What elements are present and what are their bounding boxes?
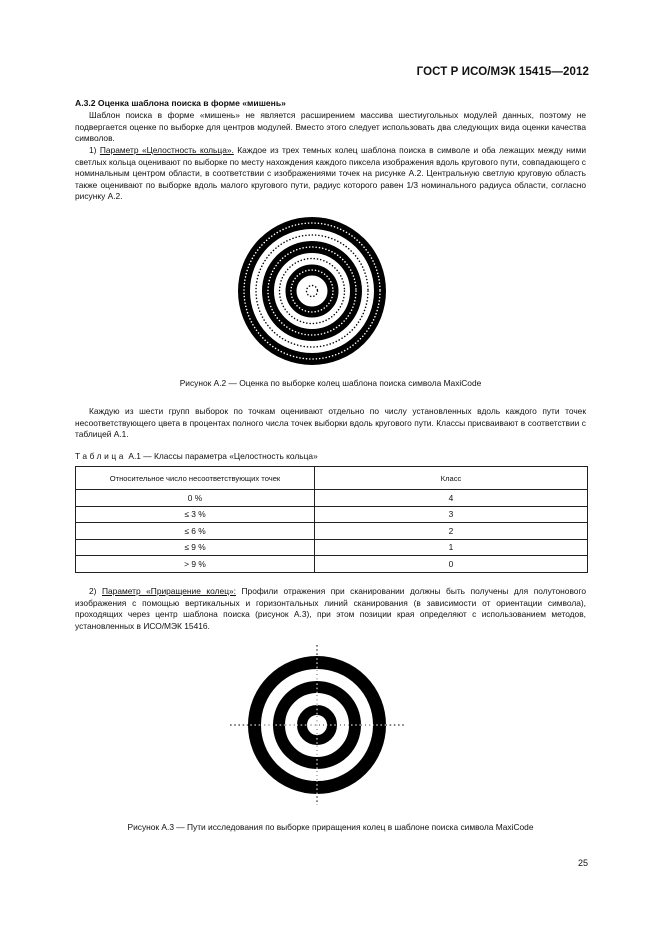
dark-ring-middle xyxy=(279,687,355,763)
sample-path-dark-middle xyxy=(268,247,356,335)
table-header-row xyxy=(76,467,588,490)
table-caption xyxy=(75,451,318,461)
table-cell: ≤ 6 % xyxy=(76,523,315,540)
page-number: 25 xyxy=(577,858,588,868)
ring-integrity-table xyxy=(75,466,588,573)
section-title: А.3.2 Оценка шаблона поиска в форме «мишень» xyxy=(75,98,286,108)
figure-a3-rings xyxy=(255,663,380,788)
table-cell: 0 % xyxy=(76,490,315,507)
document-header: ГОСТ Р ИСО/МЭК 15415—2012 xyxy=(416,66,589,78)
paragraph-ring-integrity xyxy=(75,145,586,203)
table-header-cell: Класс xyxy=(315,467,588,490)
sample-path-dark-outer xyxy=(244,223,380,359)
sample-path-light-outer xyxy=(256,235,368,347)
sample-path-dark-inner xyxy=(291,270,333,312)
table-row xyxy=(76,490,588,507)
dark-ring-inner xyxy=(302,710,332,740)
figure-a3-caption: Рисунок А.3 — Пути исследования по выборке приращения колец в шаблоне поиска символа MaxiCode xyxy=(127,822,534,832)
table-header-cell: Относительное число несоответствующих точек xyxy=(76,467,315,490)
dark-ring-outer xyxy=(255,663,380,788)
figure-a3-scan-lines xyxy=(230,645,404,805)
ring-increment-text: Профили отражения при сканировании должны быть получены для полутонового изображения с помощью вертикальных и горизонтальных линий сканирования (в зависимости от ориентации символа), проходящих через центр шаблона поиска (рисунок А.3), при этом позиции края определяют с использованием методов, установленных в ИСО/МЭК 15416. xyxy=(75,586,586,631)
table-cell: ≤ 9 % xyxy=(76,539,315,556)
table-cell: 2 xyxy=(315,523,588,540)
table-cell: > 9 % xyxy=(76,556,315,573)
table-row xyxy=(76,523,588,540)
figure-a2-sample-paths xyxy=(244,223,380,359)
figure-a2-caption: Рисунок А.2 — Оценка по выборке колец шаблона поиска символа MaxiCode xyxy=(179,378,482,388)
ring-integrity-text: Каждое из трех темных колец шаблона поиска в символе и оба лежащих между ними светлых кольца оценивают по выборке по месту нахождения каждого пиксела изображения вдоль кругового пути, совпадающего с номинальным центром области, в соответствии с изображениями точек на рисунке А.2. Центральную светлую круговую область также оценивают по выборке вдоль малого кругового пути, радиус которого равен 1/3 номинального радиуса области, согласно рисунку А.2. xyxy=(75,145,587,202)
list-number: 1) xyxy=(89,145,100,155)
ring-increment-term: Параметр «Приращение колец»: xyxy=(101,586,236,596)
table-row xyxy=(76,539,588,556)
table-caption-label: Таблица xyxy=(75,451,127,461)
list-number: 2) xyxy=(89,586,102,596)
table-row xyxy=(76,556,588,573)
table-cell: 1 xyxy=(315,539,588,556)
paragraph-intro: Шаблон поиска в форме «мишень» не является расширением массива шестиугольных модулей данных, поэтому не подвергается оценке по выборке для центров модулей. Вместо этого следует использовать два следующих вида оценки качества символов. xyxy=(75,110,586,144)
sample-path-center xyxy=(307,286,318,297)
paragraph-sample-groups: Каждую из шести групп выборок по точкам оценивают отдельно по числу установленных вдоль каждого пути точек несоответствующего цвета в процентах полного числа точек выборки вдоль кругового пути. Классы присваивают в соответствии с таблицей А.1. xyxy=(75,406,586,440)
ring-integrity-term: Параметр «Целостность кольца». xyxy=(99,145,234,155)
table-cell: ≤ 3 % xyxy=(76,506,315,523)
sample-path-light-inner xyxy=(280,259,345,324)
dark-ring-middle xyxy=(268,247,356,335)
table-row xyxy=(76,506,588,523)
paragraph-ring-increment xyxy=(75,586,586,632)
table-cell: 0 xyxy=(315,556,588,573)
table-caption-title: А.1 — Классы параметра «Целостность кольца» xyxy=(126,451,318,461)
dark-ring-inner xyxy=(291,270,333,312)
figure-a2-rings xyxy=(244,223,380,359)
table-cell: 3 xyxy=(315,506,588,523)
figure-a3-scan-lines-overlay xyxy=(248,656,386,794)
dark-ring-outer xyxy=(244,223,380,359)
table-cell: 4 xyxy=(315,490,588,507)
